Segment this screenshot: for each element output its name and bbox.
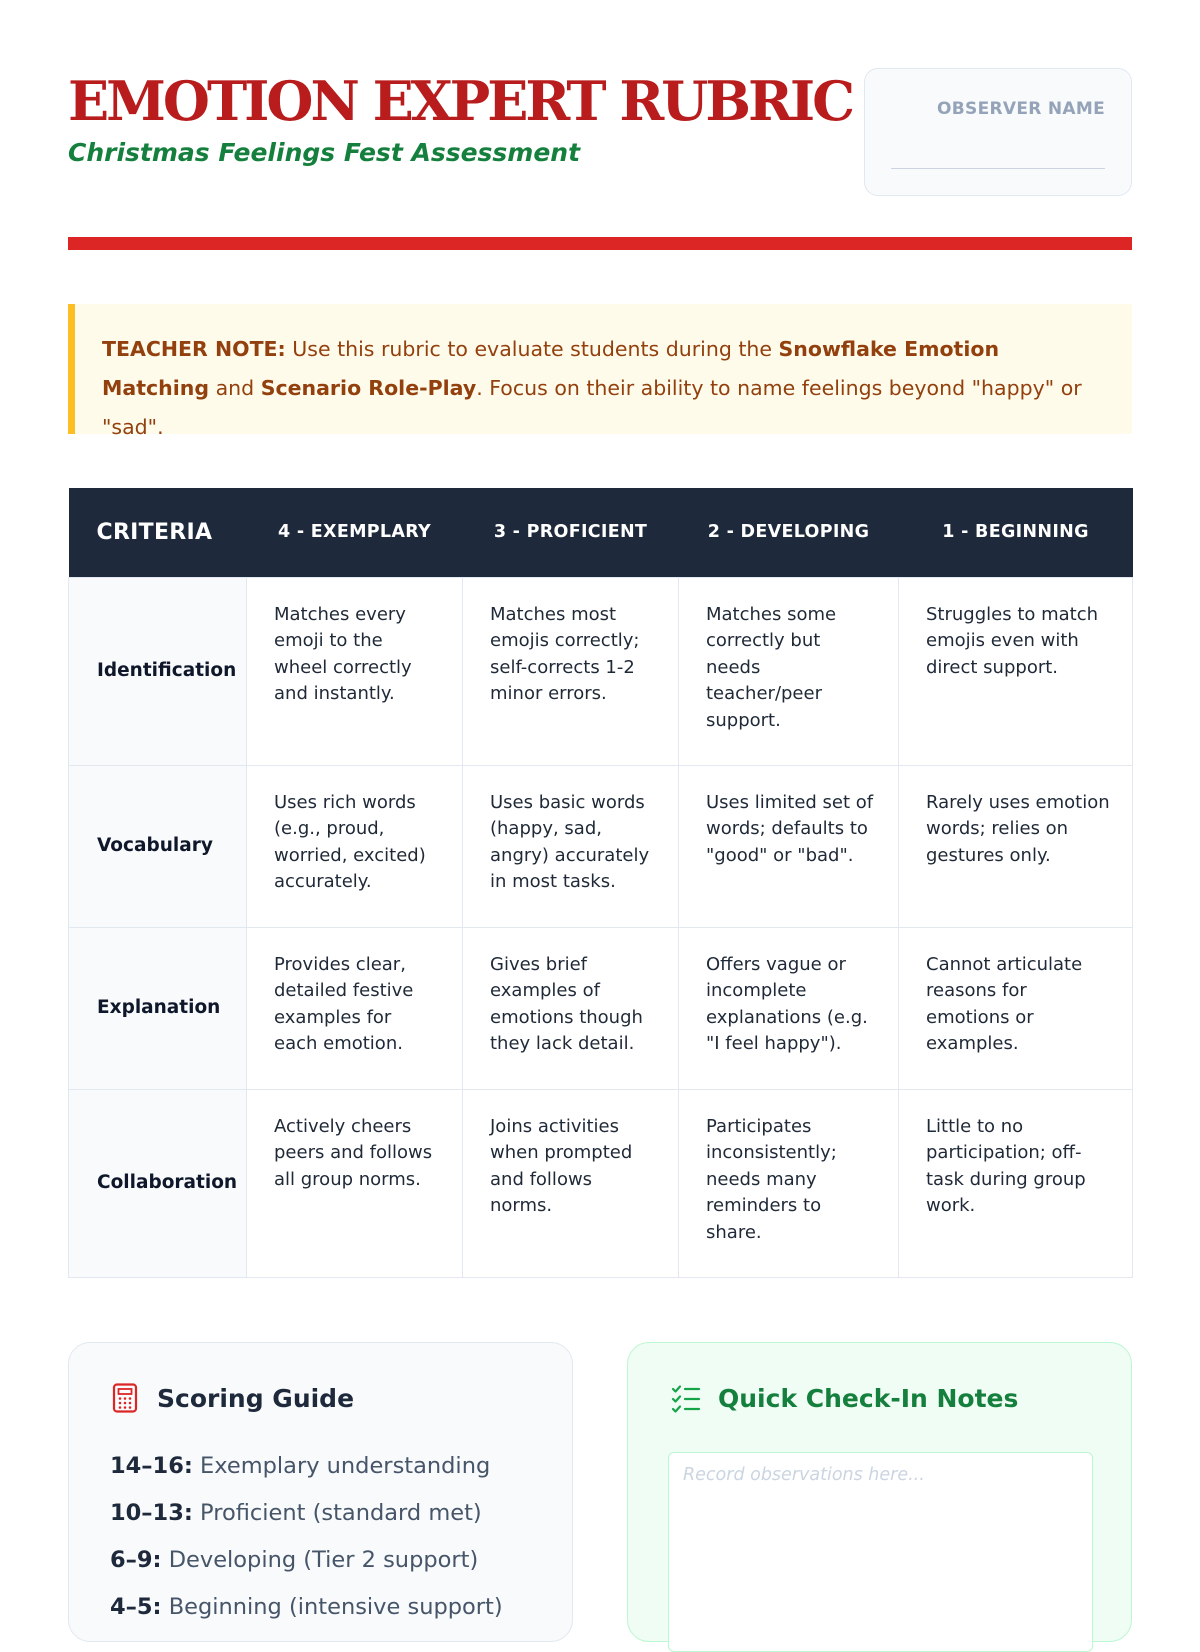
- header-divider: [68, 237, 1132, 250]
- score-range: 4–5:: [110, 1594, 162, 1620]
- list-item: [110, 1443, 503, 1490]
- check-in-notes-card: [627, 1342, 1132, 1642]
- check-in-notes-header: [672, 1381, 1018, 1415]
- table-cell: Matches some correctly but needs teacher/peer support.: [679, 577, 899, 765]
- table-cell: Offers vague or incomplete explanations (e.g. "I feel happy").: [679, 927, 899, 1089]
- observations-input[interactable]: [668, 1452, 1093, 1652]
- table-cell: Uses basic words (happy, sad, angry) accurately in most tasks.: [463, 765, 679, 927]
- score-description: Developing (Tier 2 support): [161, 1547, 479, 1573]
- table-row: [69, 927, 1133, 1089]
- teacher-note-text-3: . Focus on their ability to name feelings beyond "happy" or "sad".: [102, 376, 1082, 439]
- page-subtitle: Christmas Feelings Fest Assessment: [68, 138, 581, 167]
- rubric-table: [68, 488, 1133, 1278]
- score-range: 10–13:: [110, 1500, 193, 1526]
- column-header-exemplary: 4 - EXEMPLARY: [247, 488, 463, 577]
- list-item: [110, 1584, 503, 1631]
- checklist-icon: [672, 1383, 700, 1413]
- table-cell: Gives brief examples of emotions though they lack detail.: [463, 927, 679, 1089]
- criterion-label: Identification: [69, 577, 247, 765]
- header: [68, 68, 1132, 198]
- table-header-row: [69, 488, 1133, 577]
- scoring-list: [110, 1443, 503, 1631]
- table-cell: Little to no participation; off-task during group work.: [899, 1089, 1133, 1277]
- observer-name-line[interactable]: [891, 168, 1105, 169]
- list-item: [110, 1490, 503, 1537]
- table-cell: Matches every emoji to the wheel correctly and instantly.: [247, 577, 463, 765]
- table-cell: Participates inconsistently; needs many reminders to share.: [679, 1089, 899, 1277]
- table-cell: Rarely uses emotion words; relies on gestures only.: [899, 765, 1133, 927]
- teacher-note-text-1: Use this rubric to evaluate students during the: [285, 337, 779, 361]
- teacher-note-bold-1: Snowflake Emotion Matching: [102, 337, 1000, 400]
- teacher-note: [68, 304, 1132, 439]
- score-description: Proficient (standard met): [192, 1500, 482, 1526]
- table-cell: Uses limited set of words; defaults to "good" or "bad".: [679, 765, 899, 927]
- criterion-label: Vocabulary: [69, 765, 247, 927]
- scoring-guide-card: [68, 1342, 573, 1642]
- teacher-note-bold-2: Scenario Role-Play: [260, 376, 477, 400]
- score-description: Beginning (intensive support): [161, 1594, 503, 1620]
- teacher-note-prefix: TEACHER NOTE:: [102, 337, 286, 361]
- scoring-guide-title: Scoring Guide: [157, 1383, 355, 1413]
- score-description: Exemplary understanding: [192, 1453, 491, 1479]
- criterion-label: Explanation: [69, 927, 247, 1089]
- criterion-label: Collaboration: [69, 1089, 247, 1277]
- calculator-icon: [111, 1383, 139, 1413]
- table-row: [69, 1089, 1133, 1277]
- column-header-developing: 2 - DEVELOPING: [679, 488, 899, 577]
- table-cell: Matches most emojis correctly; self-corrects 1-2 minor errors.: [463, 577, 679, 765]
- check-in-notes-title: Quick Check-In Notes: [718, 1383, 1019, 1413]
- score-range: 6–9:: [110, 1547, 162, 1573]
- teacher-note-text-2: and: [209, 376, 261, 400]
- observer-name-label: OBSERVER NAME: [937, 99, 1105, 119]
- score-range: 14–16:: [110, 1453, 193, 1479]
- list-item: [110, 1537, 503, 1584]
- column-header-beginning: 1 - BEGINNING: [899, 488, 1133, 577]
- table-cell: Joins activities when prompted and follows norms.: [463, 1089, 679, 1277]
- table-row: [69, 577, 1133, 765]
- table-cell: Cannot articulate reasons for emotions or examples.: [899, 927, 1133, 1089]
- scoring-guide-header: [111, 1381, 354, 1415]
- column-header-criteria: CRITERIA: [69, 488, 247, 577]
- table-row: [69, 765, 1133, 927]
- column-header-proficient: 3 - PROFICIENT: [463, 488, 679, 577]
- table-cell: Uses rich words (e.g., proud, worried, excited) accurately.: [247, 765, 463, 927]
- table-cell: Provides clear, detailed festive examples for each emotion.: [247, 927, 463, 1089]
- page-title: EMOTION EXPERT RUBRIC: [68, 69, 853, 133]
- observer-name-box: [864, 68, 1132, 196]
- table-cell: Struggles to match emojis even with direct support.: [899, 577, 1133, 765]
- table-cell: Actively cheers peers and follows all group norms.: [247, 1089, 463, 1277]
